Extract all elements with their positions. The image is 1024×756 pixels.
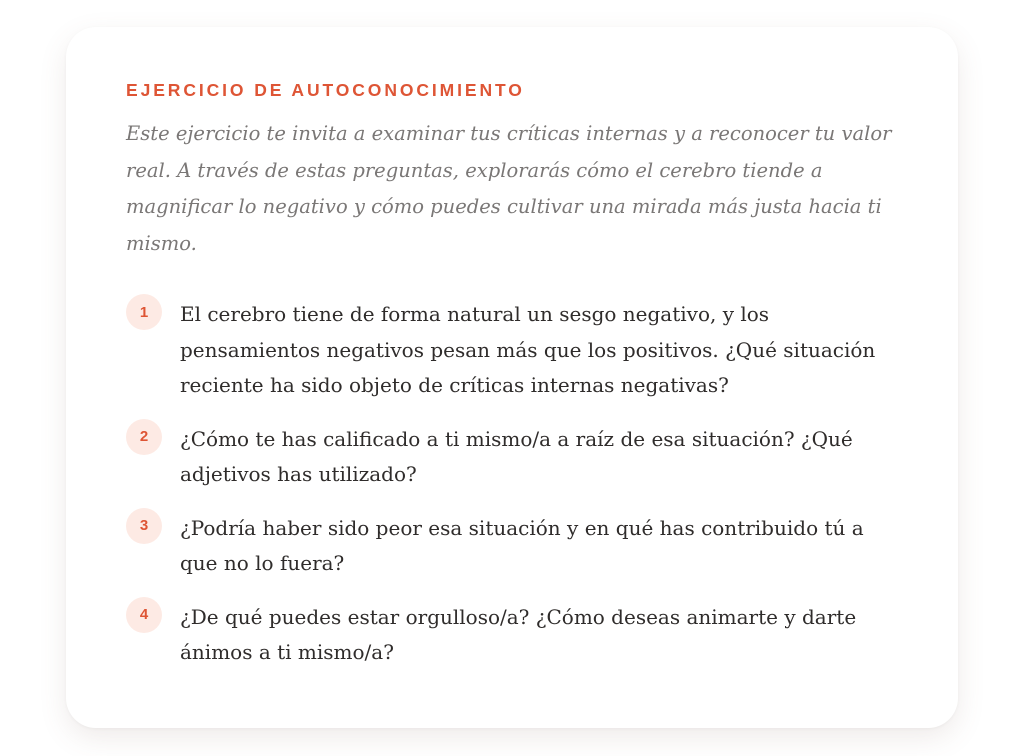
question-number-badge: 3	[126, 508, 162, 544]
question-text: El cerebro tiene de forma natural un sesgo negativo, y los pensamientos negativos pesan más que los positivos. ¿Qué situación reciente ha sido objeto de críticas internas negativas?	[180, 302, 876, 397]
exercise-card	[66, 27, 958, 728]
question-number-badge: 2	[126, 419, 162, 455]
question-number-badge: 1	[126, 294, 162, 330]
question-item	[126, 422, 898, 493]
question-item	[126, 511, 898, 582]
question-list	[126, 297, 898, 671]
question-text: ¿Podría haber sido peor esa situación y en qué has contribuido tú a que no lo fuera?	[180, 515, 864, 575]
exercise-eyebrow: EJERCICIO DE AUTOCONOCIMIENTO	[126, 80, 525, 100]
question-text: ¿De qué puedes estar orgulloso/a? ¿Cómo deseas animarte y darte ánimos a ti mismo/a?	[180, 604, 857, 664]
exercise-intro: Este ejercicio te invita a examinar tus críticas internas y a reconocer tu valor real. A través de estas preguntas, explorarás cómo el cerebro tiende a magnificar lo negativo y cómo puedes cultivar una mirada más justa hacia ti mismo.	[126, 122, 892, 255]
question-item	[126, 600, 898, 671]
question-text: ¿Cómo te has calificado a ti mismo/a a raíz de esa situación? ¿Qué adjetivos has utilizado?	[180, 426, 853, 486]
question-number-badge: 4	[126, 597, 162, 633]
question-item	[126, 297, 898, 404]
